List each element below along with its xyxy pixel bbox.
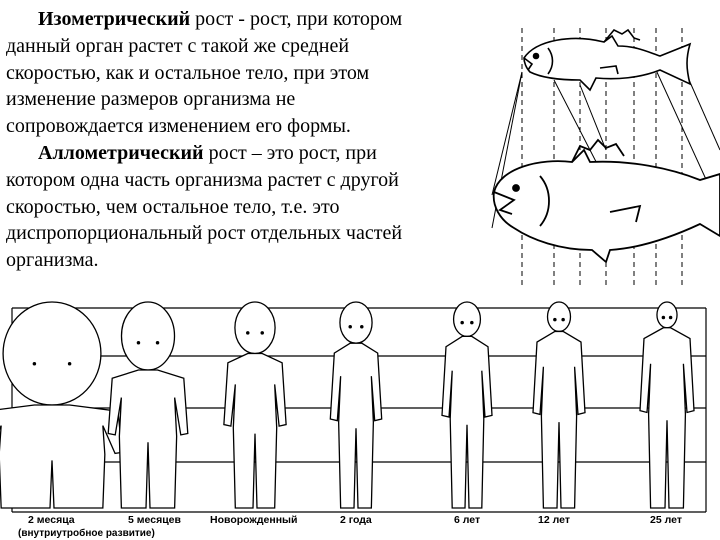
figure-eye — [261, 332, 263, 334]
figure-eye — [662, 316, 664, 318]
figure-eye — [670, 316, 672, 318]
figure-eye — [156, 342, 158, 344]
stage-label: 2 месяца — [28, 514, 75, 526]
figure-eye — [349, 326, 351, 328]
figure-body — [442, 336, 492, 508]
isometric-term: Изометрический — [38, 8, 191, 30]
figure-eye — [471, 322, 473, 324]
isometric-line-5: сопровождается изменением его формы. — [6, 115, 351, 138]
figure-head — [3, 302, 101, 405]
stage-label: 12 лет — [538, 514, 570, 526]
isometric-line-1: Изометрический рост - рост, при котором — [38, 8, 403, 30]
figure-body — [224, 354, 286, 509]
figure-eye — [461, 322, 463, 324]
figure-eye — [247, 332, 249, 334]
stage-labels — [18, 514, 682, 539]
figure-body — [330, 343, 381, 508]
human-figure — [640, 302, 694, 508]
figure-head — [454, 302, 481, 336]
human-figure — [330, 302, 381, 508]
figure-head — [548, 302, 571, 331]
figure-head — [235, 302, 275, 354]
human-figure — [442, 302, 492, 508]
stage-label: 6 лет — [454, 514, 481, 526]
figure-body — [108, 370, 188, 508]
figure-head — [657, 302, 677, 328]
stage-sublabel: (внутриутробное развитие) — [18, 528, 155, 539]
figure-eye — [137, 342, 139, 344]
isometric-line-3: скоростью, как и остальное тело, при этом — [6, 61, 370, 84]
figure-eye — [69, 363, 71, 365]
allometric-line-4: диспропорциональный рост отдельных частей — [6, 222, 403, 245]
allometric-line-5: организма. — [6, 249, 99, 272]
figure-body — [533, 331, 585, 508]
stage-label: 25 лет — [650, 514, 682, 526]
figure-head — [340, 302, 372, 343]
allometric-line-3: скоростью, чем остальное тело, т.е. это — [6, 195, 340, 218]
human-figure — [108, 302, 188, 508]
figure-eye — [554, 319, 556, 321]
figure-body — [0, 405, 122, 508]
isometric-line-2: данный орган растет с такой же средней — [6, 34, 350, 57]
allometric-line-1: Аллометрический рост – это рост, при — [38, 141, 377, 164]
figure-eye — [562, 319, 564, 321]
stage-label: 5 месяцев — [128, 514, 181, 526]
allometric-line-2: котором одна часть организма растет с другой — [6, 168, 399, 191]
figure-eye — [33, 363, 35, 365]
isometric-line-4: изменение размеров организма не — [6, 88, 296, 111]
stage-label: 2 года — [340, 514, 372, 526]
figure-body — [640, 328, 694, 508]
human-figure — [0, 302, 122, 508]
human-figure — [224, 302, 286, 508]
stage-label: Новорожденный — [210, 514, 298, 526]
figure-eye — [361, 326, 363, 328]
figure-head — [121, 302, 174, 370]
allometric-term: Аллометрический — [38, 141, 204, 164]
human-figure — [533, 302, 585, 508]
